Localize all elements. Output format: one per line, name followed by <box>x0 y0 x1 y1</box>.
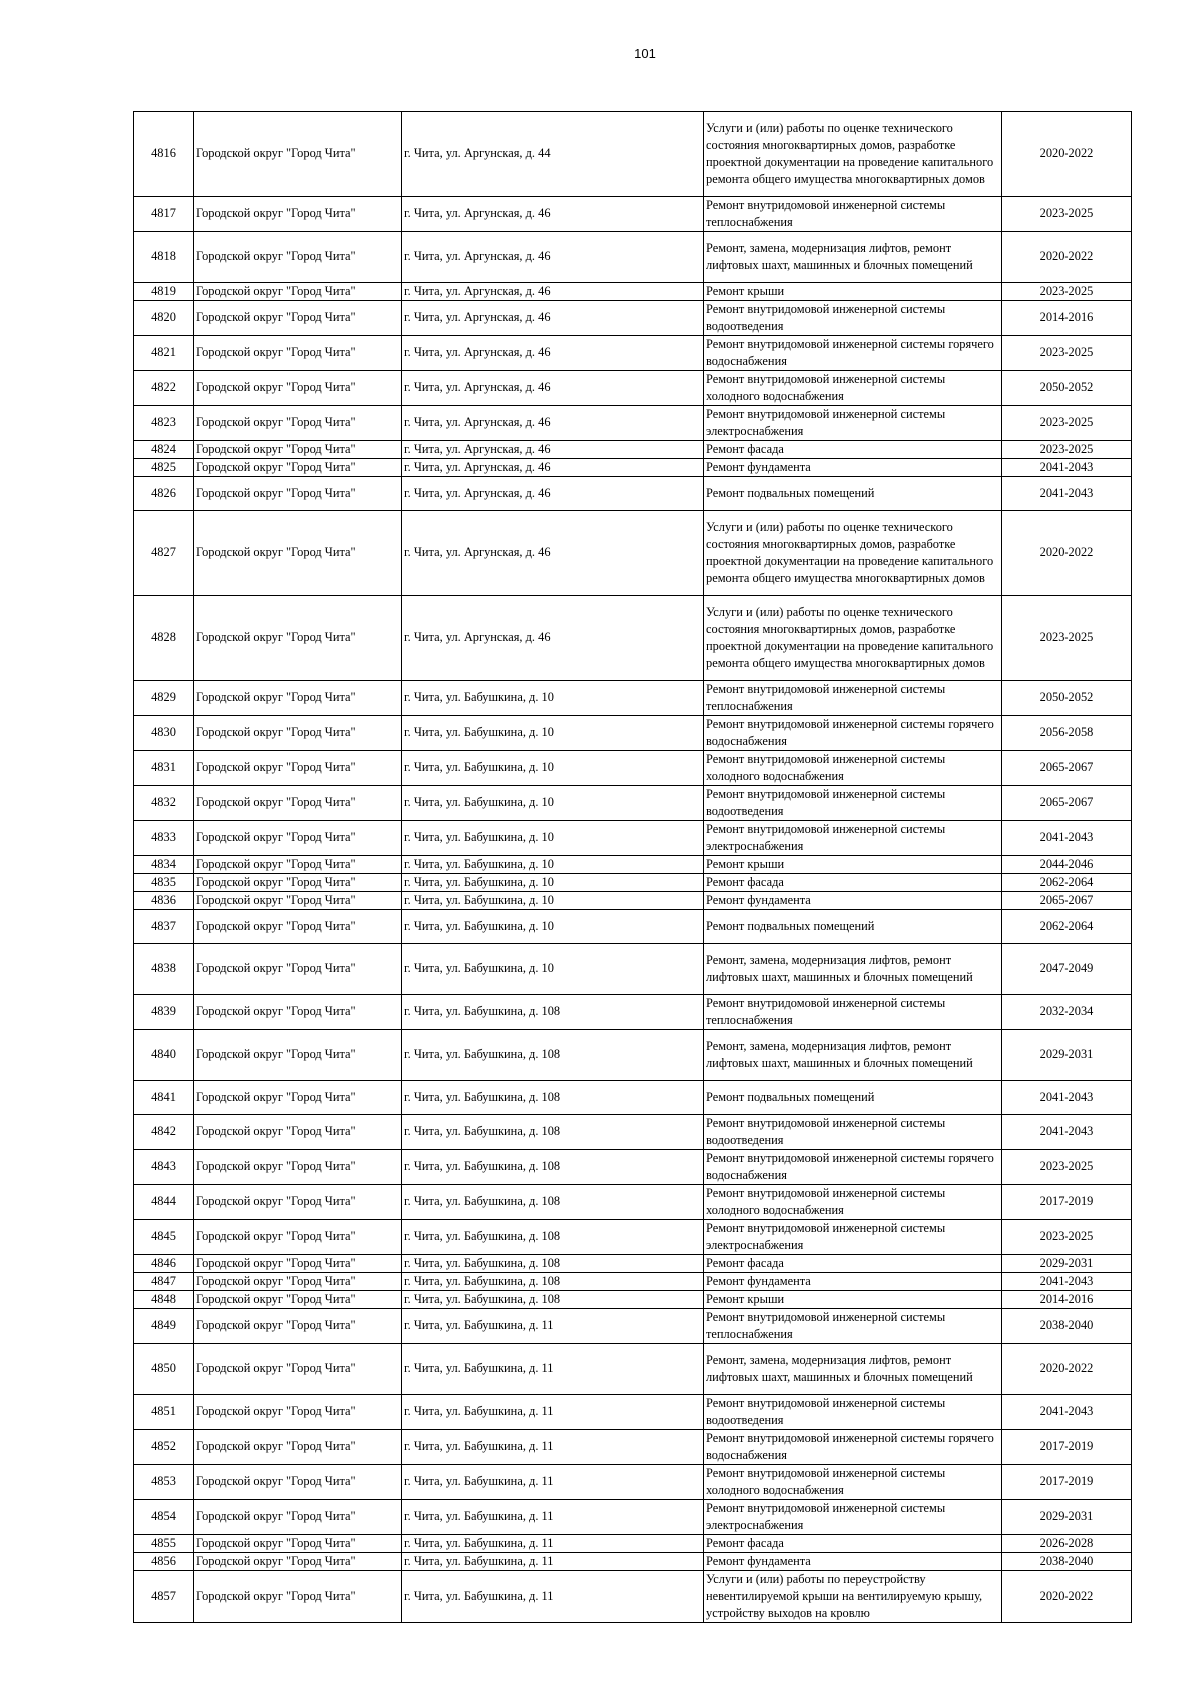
municipality-cell: Городской округ "Город Чита" <box>194 1273 402 1291</box>
address-cell: г. Чита, ул. Бабушкина, д. 108 <box>402 1291 704 1309</box>
address-cell: г. Чита, ул. Бабушкина, д. 108 <box>402 995 704 1030</box>
table-row <box>134 821 1132 856</box>
address-cell: г. Чита, ул. Бабушкина, д. 108 <box>402 1115 704 1150</box>
table-row <box>134 1115 1132 1150</box>
table-row <box>134 1273 1132 1291</box>
period-cell: 2023-2025 <box>1002 283 1132 301</box>
row-number: 4832 <box>134 786 194 821</box>
address-cell: г. Чита, ул. Бабушкина, д. 10 <box>402 856 704 874</box>
period-cell: 2056-2058 <box>1002 716 1132 751</box>
municipality-cell: Городской округ "Город Чита" <box>194 459 402 477</box>
municipality-cell: Городской округ "Город Чита" <box>194 283 402 301</box>
work-type-cell: Ремонт фасада <box>704 874 1002 892</box>
period-cell: 2020-2022 <box>1002 1571 1132 1623</box>
work-type-cell: Ремонт внутридомовой инженерной системы холодного водоснабжения <box>704 371 1002 406</box>
table-row <box>134 371 1132 406</box>
period-cell: 2029-2031 <box>1002 1500 1132 1535</box>
period-cell: 2038-2040 <box>1002 1309 1132 1344</box>
period-cell: 2041-2043 <box>1002 821 1132 856</box>
work-type-cell: Ремонт внутридомовой инженерной системы водоотведения <box>704 786 1002 821</box>
work-type-cell: Ремонт внутридомовой инженерной системы теплоснабжения <box>704 681 1002 716</box>
table-row <box>134 1553 1132 1571</box>
period-cell: 2044-2046 <box>1002 856 1132 874</box>
address-cell: г. Чита, ул. Бабушкина, д. 108 <box>402 1255 704 1273</box>
work-type-cell: Ремонт внутридомовой инженерной системы холодного водоснабжения <box>704 1185 1002 1220</box>
address-cell: г. Чита, ул. Бабушкина, д. 11 <box>402 1344 704 1395</box>
work-type-cell: Ремонт фундамента <box>704 892 1002 910</box>
address-cell: г. Чита, ул. Бабушкина, д. 10 <box>402 751 704 786</box>
work-type-cell: Ремонт крыши <box>704 856 1002 874</box>
period-cell: 2029-2031 <box>1002 1255 1132 1273</box>
municipality-cell: Городской округ "Город Чита" <box>194 751 402 786</box>
work-type-cell: Ремонт фундамента <box>704 459 1002 477</box>
period-cell: 2062-2064 <box>1002 874 1132 892</box>
period-cell: 2023-2025 <box>1002 336 1132 371</box>
table-row <box>134 944 1132 995</box>
table-row <box>134 232 1132 283</box>
row-number: 4825 <box>134 459 194 477</box>
row-number: 4846 <box>134 1255 194 1273</box>
address-cell: г. Чита, ул. Бабушкина, д. 11 <box>402 1553 704 1571</box>
municipality-cell: Городской округ "Город Чита" <box>194 336 402 371</box>
work-type-cell: Ремонт фундамента <box>704 1273 1002 1291</box>
period-cell: 2041-2043 <box>1002 477 1132 511</box>
municipality-cell: Городской округ "Город Чита" <box>194 1291 402 1309</box>
address-cell: г. Чита, ул. Бабушкина, д. 10 <box>402 786 704 821</box>
table-row <box>134 892 1132 910</box>
row-number: 4855 <box>134 1535 194 1553</box>
address-cell: г. Чита, ул. Бабушкина, д. 11 <box>402 1535 704 1553</box>
work-type-cell: Ремонт внутридомовой инженерной системы холодного водоснабжения <box>704 751 1002 786</box>
row-number: 4827 <box>134 511 194 596</box>
table-row <box>134 1465 1132 1500</box>
table-row <box>134 910 1132 944</box>
period-cell: 2023-2025 <box>1002 596 1132 681</box>
period-cell: 2026-2028 <box>1002 1535 1132 1553</box>
row-number: 4819 <box>134 283 194 301</box>
row-number: 4833 <box>134 821 194 856</box>
address-cell: г. Чита, ул. Аргунская, д. 46 <box>402 283 704 301</box>
address-cell: г. Чита, ул. Бабушкина, д. 10 <box>402 910 704 944</box>
row-number: 4840 <box>134 1030 194 1081</box>
address-cell: г. Чита, ул. Аргунская, д. 46 <box>402 596 704 681</box>
table-row <box>134 283 1132 301</box>
address-cell: г. Чита, ул. Бабушкина, д. 108 <box>402 1030 704 1081</box>
municipality-cell: Городской округ "Город Чита" <box>194 371 402 406</box>
row-number: 4818 <box>134 232 194 283</box>
municipality-cell: Городской округ "Город Чита" <box>194 197 402 232</box>
municipality-cell: Городской округ "Город Чита" <box>194 1030 402 1081</box>
period-cell: 2041-2043 <box>1002 1115 1132 1150</box>
period-cell: 2041-2043 <box>1002 1395 1132 1430</box>
municipality-cell: Городской округ "Город Чита" <box>194 477 402 511</box>
work-type-cell: Ремонт внутридомовой инженерной системы водоотведения <box>704 1115 1002 1150</box>
table-row <box>134 459 1132 477</box>
row-number: 4835 <box>134 874 194 892</box>
row-number: 4829 <box>134 681 194 716</box>
municipality-cell: Городской округ "Город Чита" <box>194 892 402 910</box>
address-cell: г. Чита, ул. Бабушкина, д. 108 <box>402 1185 704 1220</box>
period-cell: 2020-2022 <box>1002 232 1132 283</box>
work-type-cell: Ремонт крыши <box>704 283 1002 301</box>
work-type-cell: Ремонт фасада <box>704 441 1002 459</box>
work-type-cell: Ремонт крыши <box>704 1291 1002 1309</box>
work-type-cell: Ремонт внутридомовой инженерной системы теплоснабжения <box>704 995 1002 1030</box>
row-number: 4830 <box>134 716 194 751</box>
capital-repair-table <box>133 111 1132 1623</box>
address-cell: г. Чита, ул. Аргунская, д. 46 <box>402 477 704 511</box>
table-row <box>134 1185 1132 1220</box>
address-cell: г. Чита, ул. Бабушкина, д. 108 <box>402 1150 704 1185</box>
row-number: 4845 <box>134 1220 194 1255</box>
row-number: 4837 <box>134 910 194 944</box>
row-number: 4816 <box>134 112 194 197</box>
period-cell: 2062-2064 <box>1002 910 1132 944</box>
period-cell: 2050-2052 <box>1002 371 1132 406</box>
address-cell: г. Чита, ул. Аргунская, д. 46 <box>402 459 704 477</box>
municipality-cell: Городской округ "Город Чита" <box>194 1395 402 1430</box>
municipality-cell: Городской округ "Город Чита" <box>194 944 402 995</box>
work-type-cell: Ремонт фундамента <box>704 1553 1002 1571</box>
municipality-cell: Городской округ "Город Чита" <box>194 1571 402 1623</box>
page-number: 101 <box>634 46 656 61</box>
work-type-cell: Ремонт фасада <box>704 1535 1002 1553</box>
municipality-cell: Городской округ "Город Чита" <box>194 1115 402 1150</box>
work-type-cell: Ремонт внутридомовой инженерной системы теплоснабжения <box>704 1309 1002 1344</box>
table-row <box>134 995 1132 1030</box>
period-cell: 2029-2031 <box>1002 1030 1132 1081</box>
address-cell: г. Чита, ул. Бабушкина, д. 11 <box>402 1430 704 1465</box>
period-cell: 2020-2022 <box>1002 1344 1132 1395</box>
work-type-cell: Ремонт, замена, модернизация лифтов, ремонт лифтовых шахт, машинных и блочных помещений <box>704 1030 1002 1081</box>
table-row <box>134 1220 1132 1255</box>
row-number: 4851 <box>134 1395 194 1430</box>
period-cell: 2017-2019 <box>1002 1185 1132 1220</box>
period-cell: 2023-2025 <box>1002 441 1132 459</box>
municipality-cell: Городской округ "Город Чита" <box>194 232 402 283</box>
address-cell: г. Чита, ул. Бабушкина, д. 108 <box>402 1273 704 1291</box>
work-type-cell: Ремонт, замена, модернизация лифтов, ремонт лифтовых шахт, машинных и блочных помещений <box>704 944 1002 995</box>
work-type-cell: Ремонт, замена, модернизация лифтов, ремонт лифтовых шахт, машинных и блочных помещений <box>704 232 1002 283</box>
row-number: 4817 <box>134 197 194 232</box>
table-row <box>134 441 1132 459</box>
row-number: 4824 <box>134 441 194 459</box>
period-cell: 2050-2052 <box>1002 681 1132 716</box>
work-type-cell: Ремонт внутридомовой инженерной системы электроснабжения <box>704 821 1002 856</box>
address-cell: г. Чита, ул. Аргунская, д. 46 <box>402 232 704 283</box>
municipality-cell: Городской округ "Город Чита" <box>194 1185 402 1220</box>
work-type-cell: Ремонт внутридомовой инженерной системы теплоснабжения <box>704 197 1002 232</box>
address-cell: г. Чита, ул. Аргунская, д. 44 <box>402 112 704 197</box>
row-number: 4847 <box>134 1273 194 1291</box>
row-number: 4838 <box>134 944 194 995</box>
period-cell: 2065-2067 <box>1002 751 1132 786</box>
period-cell: 2041-2043 <box>1002 1081 1132 1115</box>
row-number: 4843 <box>134 1150 194 1185</box>
table-row <box>134 197 1132 232</box>
period-cell: 2041-2043 <box>1002 1273 1132 1291</box>
address-cell: г. Чита, ул. Бабушкина, д. 10 <box>402 874 704 892</box>
table-row <box>134 681 1132 716</box>
row-number: 4848 <box>134 1291 194 1309</box>
municipality-cell: Городской округ "Город Чита" <box>194 596 402 681</box>
table-row <box>134 1571 1132 1623</box>
table-row <box>134 477 1132 511</box>
municipality-cell: Городской округ "Город Чита" <box>194 1430 402 1465</box>
period-cell: 2038-2040 <box>1002 1553 1132 1571</box>
address-cell: г. Чита, ул. Аргунская, д. 46 <box>402 336 704 371</box>
period-cell: 2065-2067 <box>1002 892 1132 910</box>
period-cell: 2014-2016 <box>1002 1291 1132 1309</box>
table-row <box>134 112 1132 197</box>
address-cell: г. Чита, ул. Аргунская, д. 46 <box>402 197 704 232</box>
work-type-cell: Ремонт внутридомовой инженерной системы водоотведения <box>704 301 1002 336</box>
address-cell: г. Чита, ул. Бабушкина, д. 10 <box>402 944 704 995</box>
period-cell: 2065-2067 <box>1002 786 1132 821</box>
row-number: 4831 <box>134 751 194 786</box>
period-cell: 2023-2025 <box>1002 406 1132 441</box>
work-type-cell: Ремонт подвальных помещений <box>704 1081 1002 1115</box>
address-cell: г. Чита, ул. Бабушкина, д. 11 <box>402 1571 704 1623</box>
period-cell: 2020-2022 <box>1002 511 1132 596</box>
row-number: 4820 <box>134 301 194 336</box>
municipality-cell: Городской округ "Город Чита" <box>194 856 402 874</box>
address-cell: г. Чита, ул. Бабушкина, д. 10 <box>402 681 704 716</box>
row-number: 4836 <box>134 892 194 910</box>
municipality-cell: Городской округ "Город Чита" <box>194 1309 402 1344</box>
municipality-cell: Городской округ "Город Чита" <box>194 511 402 596</box>
row-number: 4844 <box>134 1185 194 1220</box>
municipality-cell: Городской округ "Город Чита" <box>194 406 402 441</box>
table-row <box>134 1500 1132 1535</box>
row-number: 4839 <box>134 995 194 1030</box>
municipality-cell: Городской округ "Город Чита" <box>194 681 402 716</box>
period-cell: 2017-2019 <box>1002 1465 1132 1500</box>
address-cell: г. Чита, ул. Аргунская, д. 46 <box>402 371 704 406</box>
table-row <box>134 716 1132 751</box>
period-cell: 2032-2034 <box>1002 995 1132 1030</box>
municipality-cell: Городской округ "Город Чита" <box>194 995 402 1030</box>
municipality-cell: Городской округ "Город Чита" <box>194 1255 402 1273</box>
table-row <box>134 1344 1132 1395</box>
municipality-cell: Городской округ "Город Чита" <box>194 874 402 892</box>
table-row <box>134 1255 1132 1273</box>
municipality-cell: Городской округ "Город Чита" <box>194 1344 402 1395</box>
table-row <box>134 511 1132 596</box>
address-cell: г. Чита, ул. Бабушкина, д. 11 <box>402 1465 704 1500</box>
period-cell: 2014-2016 <box>1002 301 1132 336</box>
work-type-cell: Ремонт внутридомовой инженерной системы горячего водоснабжения <box>704 336 1002 371</box>
row-number: 4822 <box>134 371 194 406</box>
table-row <box>134 1150 1132 1185</box>
table-body <box>134 112 1132 1623</box>
municipality-cell: Городской округ "Город Чита" <box>194 910 402 944</box>
table-row <box>134 1030 1132 1081</box>
address-cell: г. Чита, ул. Бабушкина, д. 10 <box>402 821 704 856</box>
table-row <box>134 751 1132 786</box>
row-number: 4856 <box>134 1553 194 1571</box>
row-number: 4828 <box>134 596 194 681</box>
address-cell: г. Чита, ул. Бабушкина, д. 10 <box>402 892 704 910</box>
table-row <box>134 786 1132 821</box>
work-type-cell: Ремонт внутридомовой инженерной системы электроснабжения <box>704 1220 1002 1255</box>
municipality-cell: Городской округ "Город Чита" <box>194 301 402 336</box>
table-row <box>134 301 1132 336</box>
municipality-cell: Городской округ "Город Чита" <box>194 1535 402 1553</box>
municipality-cell: Городской округ "Город Чита" <box>194 716 402 751</box>
address-cell: г. Чита, ул. Бабушкина, д. 11 <box>402 1309 704 1344</box>
work-type-cell: Ремонт внутридомовой инженерной системы электроснабжения <box>704 1500 1002 1535</box>
work-type-cell: Услуги и (или) работы по переустройству невентилируемой крыши на вентилируемую крышу, устройству выходов на кровлю <box>704 1571 1002 1623</box>
work-type-cell: Ремонт, замена, модернизация лифтов, ремонт лифтовых шахт, машинных и блочных помещений <box>704 1344 1002 1395</box>
address-cell: г. Чита, ул. Бабушкина, д. 11 <box>402 1395 704 1430</box>
work-type-cell: Ремонт внутридомовой инженерной системы электроснабжения <box>704 406 1002 441</box>
work-type-cell: Ремонт внутридомовой инженерной системы горячего водоснабжения <box>704 1430 1002 1465</box>
row-number: 4853 <box>134 1465 194 1500</box>
address-cell: г. Чита, ул. Бабушкина, д. 11 <box>402 1500 704 1535</box>
municipality-cell: Городской округ "Город Чита" <box>194 112 402 197</box>
row-number: 4834 <box>134 856 194 874</box>
work-type-cell: Ремонт внутридомовой инженерной системы горячего водоснабжения <box>704 716 1002 751</box>
period-cell: 2023-2025 <box>1002 197 1132 232</box>
table-row <box>134 1309 1132 1344</box>
table-row <box>134 874 1132 892</box>
municipality-cell: Городской округ "Город Чита" <box>194 1500 402 1535</box>
municipality-cell: Городской округ "Город Чита" <box>194 786 402 821</box>
address-cell: г. Чита, ул. Аргунская, д. 46 <box>402 511 704 596</box>
address-cell: г. Чита, ул. Бабушкина, д. 108 <box>402 1220 704 1255</box>
row-number: 4854 <box>134 1500 194 1535</box>
address-cell: г. Чита, ул. Бабушкина, д. 10 <box>402 716 704 751</box>
row-number: 4852 <box>134 1430 194 1465</box>
table-row <box>134 1535 1132 1553</box>
period-cell: 2023-2025 <box>1002 1220 1132 1255</box>
municipality-cell: Городской округ "Город Чита" <box>194 1553 402 1571</box>
work-type-cell: Ремонт внутридомовой инженерной системы водоотведения <box>704 1395 1002 1430</box>
row-number: 4826 <box>134 477 194 511</box>
row-number: 4850 <box>134 1344 194 1395</box>
municipality-cell: Городской округ "Город Чита" <box>194 1081 402 1115</box>
address-cell: г. Чита, ул. Аргунская, д. 46 <box>402 441 704 459</box>
work-type-cell: Ремонт фасада <box>704 1255 1002 1273</box>
table-row <box>134 336 1132 371</box>
table-row <box>134 1291 1132 1309</box>
row-number: 4823 <box>134 406 194 441</box>
table-row <box>134 1395 1132 1430</box>
work-type-cell: Услуги и (или) работы по оценке технического состояния многоквартирных домов, разработке проектной документации на проведение капитального ремонта общего имущества многоквартирных домов <box>704 511 1002 596</box>
period-cell: 2047-2049 <box>1002 944 1132 995</box>
table-row <box>134 406 1132 441</box>
period-cell: 2017-2019 <box>1002 1430 1132 1465</box>
work-type-cell: Услуги и (или) работы по оценке технического состояния многоквартирных домов, разработке проектной документации на проведение капитального ремонта общего имущества многоквартирных домов <box>704 112 1002 197</box>
municipality-cell: Городской округ "Город Чита" <box>194 1465 402 1500</box>
address-cell: г. Чита, ул. Аргунская, д. 46 <box>402 301 704 336</box>
period-cell: 2041-2043 <box>1002 459 1132 477</box>
row-number: 4842 <box>134 1115 194 1150</box>
table-row <box>134 856 1132 874</box>
table-row <box>134 1430 1132 1465</box>
row-number: 4841 <box>134 1081 194 1115</box>
table-row <box>134 1081 1132 1115</box>
work-type-cell: Ремонт подвальных помещений <box>704 910 1002 944</box>
municipality-cell: Городской округ "Город Чита" <box>194 821 402 856</box>
municipality-cell: Городской округ "Город Чита" <box>194 441 402 459</box>
row-number: 4821 <box>134 336 194 371</box>
row-number: 4857 <box>134 1571 194 1623</box>
municipality-cell: Городской округ "Город Чита" <box>194 1150 402 1185</box>
municipality-cell: Городской округ "Город Чита" <box>194 1220 402 1255</box>
table-row <box>134 596 1132 681</box>
address-cell: г. Чита, ул. Аргунская, д. 46 <box>402 406 704 441</box>
address-cell: г. Чита, ул. Бабушкина, д. 108 <box>402 1081 704 1115</box>
row-number: 4849 <box>134 1309 194 1344</box>
work-type-cell: Ремонт внутридомовой инженерной системы холодного водоснабжения <box>704 1465 1002 1500</box>
period-cell: 2020-2022 <box>1002 112 1132 197</box>
period-cell: 2023-2025 <box>1002 1150 1132 1185</box>
work-type-cell: Ремонт внутридомовой инженерной системы горячего водоснабжения <box>704 1150 1002 1185</box>
work-type-cell: Услуги и (или) работы по оценке технического состояния многоквартирных домов, разработке проектной документации на проведение капитального ремонта общего имущества многоквартирных домов <box>704 596 1002 681</box>
work-type-cell: Ремонт подвальных помещений <box>704 477 1002 511</box>
